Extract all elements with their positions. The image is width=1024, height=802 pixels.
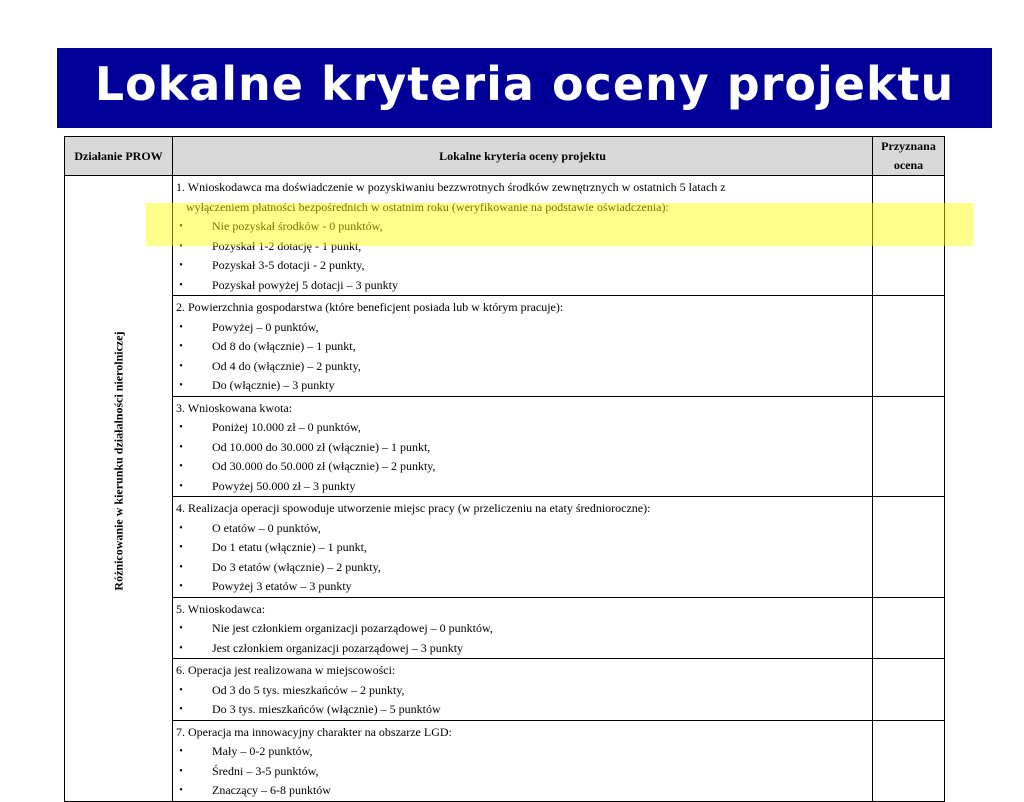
criterion-title-line: 3. Wnioskowana kwota:: [176, 400, 293, 415]
option-text: Nie pozyskał środków - 0 punktów,: [212, 219, 383, 233]
criterion-option: [176, 237, 869, 257]
criterion-option: [176, 538, 869, 558]
option-text: Do 1 etatu (włącznie) – 1 punkt,: [212, 540, 367, 554]
criterion-options: [176, 681, 869, 720]
option-text: Od 4 do (włącznie) – 2 punkty,: [212, 358, 361, 373]
criterion-cell: [173, 296, 873, 397]
bullet-icon: •: [179, 623, 183, 634]
bullet-icon: •: [179, 321, 183, 333]
option-text: Od 8 do (włącznie) – 1 punkt,: [212, 339, 356, 353]
bullet-icon: •: [179, 341, 183, 352]
criterion-option: [176, 457, 869, 477]
criterion-option: [176, 318, 869, 338]
bullet-icon: •: [179, 522, 183, 534]
option-text: Do 3 etatów (włącznie) – 2 punkty,: [212, 559, 381, 574]
criterion-cell: [173, 396, 873, 497]
option-text: Do 3 tys. mieszkańców (włącznie) – 5 punktów: [212, 702, 441, 716]
header-local-criteria: Lokalne kryteria oceny projektu: [173, 137, 873, 176]
criterion-title: [176, 600, 869, 620]
criterion-option: [176, 558, 869, 578]
criterion-cell: [173, 597, 873, 659]
option-text: Jest członkiem organizacji pozarządowej – 3 punkty: [212, 640, 464, 655]
option-text: O etatów – 0 punktów,: [212, 520, 321, 535]
bullet-icon: •: [179, 684, 183, 696]
header-action-prow: Działanie PROW: [65, 137, 173, 176]
title-banner: [57, 48, 992, 128]
criterion-option: [176, 639, 869, 659]
criterion-row: [65, 176, 945, 296]
criterion-cell: [173, 659, 873, 721]
criterion-options: [176, 418, 869, 496]
criterion-option: [176, 681, 869, 701]
criterion-option: [176, 781, 869, 801]
criterion-title: [176, 661, 869, 681]
criterion-row: [65, 659, 945, 721]
criterion-option: [176, 762, 869, 782]
option-text: Pozyskał 3-5 dotacji - 2 punkty,: [212, 258, 365, 272]
bullet-icon: •: [179, 785, 183, 796]
criterion-option: [176, 619, 869, 639]
criterion-row: [65, 497, 945, 598]
bullet-icon: •: [179, 480, 183, 492]
bullet-icon: •: [179, 642, 183, 654]
option-text: Powyżej 3 etatów – 3 punkty: [212, 579, 352, 593]
action-cell: [65, 176, 173, 802]
criterion-title-line: 6. Operacja jest realizowana w miejscowości:: [176, 663, 396, 677]
bullet-icon: •: [179, 542, 183, 553]
criterion-title-line: 5. Wnioskodawca:: [176, 601, 266, 616]
criterion-title-line: 7. Operacja ma innowacyjny charakter na obszarze LGD:: [176, 724, 452, 739]
action-label: Różnicowanie w kierunku działalności nierolniczej: [111, 331, 125, 591]
criterion-option: [176, 438, 869, 458]
criterion-row: [65, 396, 945, 497]
criterion-title: [176, 399, 869, 419]
option-text: Pozyskał powyżej 5 dotacji – 3 punkty: [212, 277, 398, 292]
criterion-title: [176, 723, 869, 743]
criterion-title-line: 4. Realizacja operacji spowoduje utworzenie miejsc pracy (w przeliczeniu na etaty średnioroczne):: [176, 501, 651, 515]
score-cell: [873, 497, 945, 598]
page-title: Lokalne kryteria oceny projektu: [94, 57, 955, 111]
option-text: Średni – 3-5 punktów,: [212, 763, 319, 778]
option-text: Nie jest członkiem organizacji pozarządowej – 0 punktów,: [212, 621, 493, 635]
option-text: Od 3 do 5 tys. mieszkańców – 2 punkty,: [212, 682, 405, 697]
score-cell: [873, 296, 945, 397]
criterion-title-line: wyłączeniem płatności bezpośrednich w ostatnim roku (weryfikowanie na podstawie oświadczenia):: [186, 199, 669, 214]
criterion-title: [176, 499, 869, 519]
criterion-option: [176, 337, 869, 357]
criterion-cell: [173, 176, 873, 296]
criterion-option: [176, 577, 869, 597]
header-row: [65, 137, 945, 176]
criterion-row: [65, 296, 945, 397]
bullet-icon: •: [179, 240, 183, 252]
bullet-icon: •: [179, 221, 183, 232]
criterion-title: [176, 298, 869, 318]
criterion-cell: [173, 720, 873, 801]
criterion-row: [65, 597, 945, 659]
criterion-option: [176, 217, 869, 237]
option-text: Do (włącznie) – 3 punkty: [212, 378, 335, 392]
criteria-table: [64, 136, 945, 802]
criterion-option: [176, 376, 869, 396]
bullet-icon: •: [179, 561, 183, 573]
bullet-icon: •: [179, 461, 183, 472]
criterion-title: [176, 178, 869, 217]
option-text: Poniżej 10.000 zł – 0 punktów,: [212, 420, 361, 434]
score-cell: [873, 720, 945, 801]
bullet-icon: •: [179, 581, 183, 592]
bullet-icon: •: [179, 380, 183, 391]
bullet-icon: •: [179, 441, 183, 453]
option-text: Powyżej 50.000 zł – 3 punkty: [212, 478, 356, 493]
bullet-icon: •: [179, 422, 183, 433]
criterion-option: [176, 519, 869, 539]
score-cell: [873, 396, 945, 497]
option-text: Mały – 0-2 punktów,: [212, 744, 313, 758]
option-text: Od 30.000 do 50.000 zł (włącznie) – 2 punkty,: [212, 459, 436, 473]
criterion-options: [176, 318, 869, 396]
header-awarded-score: Przyznana ocena: [873, 137, 945, 176]
criterion-option: [176, 276, 869, 296]
criterion-options: [176, 217, 869, 295]
criterion-option: [176, 357, 869, 377]
criterion-title-line: 1. Wnioskodawca ma doświadczenie w pozyskiwaniu bezzwrotnych środków zewnętrznych w ostatnich 5 latach z: [176, 180, 726, 194]
criterion-option: [176, 418, 869, 438]
option-text: Pozyskał 1-2 dotację - 1 punkt,: [212, 238, 362, 253]
criterion-option: [176, 742, 869, 762]
bullet-icon: •: [179, 279, 183, 291]
criterion-options: [176, 519, 869, 597]
criterion-option: [176, 477, 869, 497]
criterion-option: [176, 256, 869, 276]
criterion-title-line: 2. Powierzchnia gospodarstwa (które beneficjent posiada lub w którym pracuje):: [176, 300, 564, 314]
option-text: Od 10.000 do 30.000 zł (włącznie) – 1 punkt,: [212, 439, 431, 454]
bullet-icon: •: [179, 260, 183, 271]
criterion-cell: [173, 497, 873, 598]
criterion-options: [176, 619, 869, 658]
criterion-option: [176, 700, 869, 720]
bullet-icon: •: [179, 704, 183, 715]
score-cell: [873, 176, 945, 296]
bullet-icon: •: [179, 746, 183, 757]
criterion-row: [65, 720, 945, 801]
score-cell: [873, 597, 945, 659]
score-cell: [873, 659, 945, 721]
bullet-icon: •: [179, 765, 183, 777]
criteria-body: [65, 176, 945, 802]
bullet-icon: •: [179, 360, 183, 372]
option-text: Znaczący – 6-8 punktów: [212, 783, 331, 797]
criterion-options: [176, 742, 869, 801]
option-text: Powyżej – 0 punktów,: [212, 319, 319, 334]
